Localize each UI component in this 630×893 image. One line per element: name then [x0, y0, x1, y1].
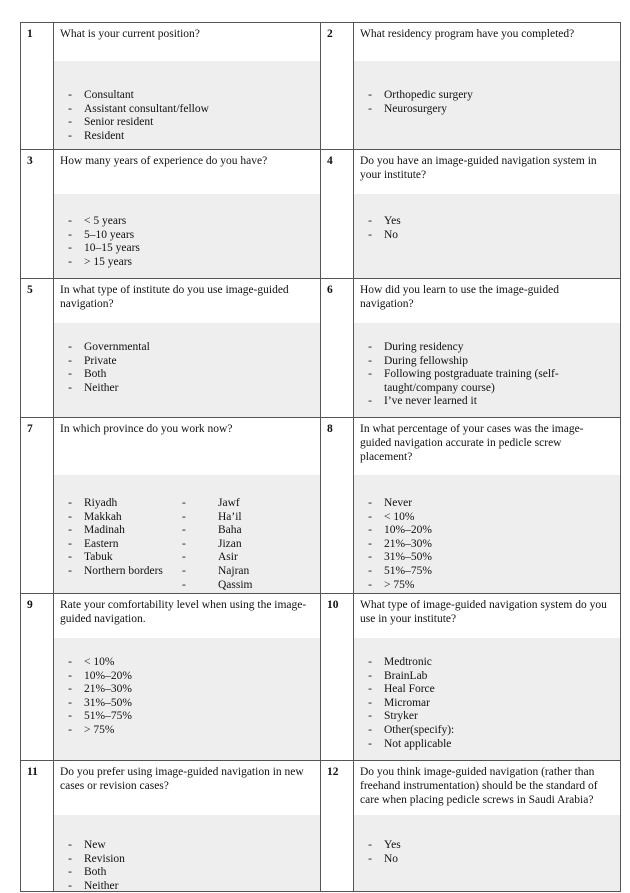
option-item	[182, 497, 259, 511]
option-label: I’ve never learned it	[384, 395, 477, 408]
option-item	[354, 656, 620, 670]
option-item	[354, 579, 620, 593]
options-list	[354, 815, 620, 891]
option-item	[54, 538, 182, 552]
option-bullet: -	[68, 696, 72, 709]
option-label: During fellowship	[384, 354, 469, 367]
question-cell	[354, 279, 621, 418]
option-bullet: -	[368, 578, 372, 591]
option-bullet: -	[368, 696, 372, 709]
option-label: Jawf	[218, 497, 240, 509]
option-label: > 75%	[384, 578, 415, 591]
question-text: How did you learn to use the image-guided navigation?	[360, 284, 559, 310]
option-item	[354, 683, 620, 697]
question-number: 10	[321, 594, 354, 761]
option-item	[354, 853, 620, 867]
option-label: Neither	[84, 381, 119, 394]
option-label: Both	[84, 368, 107, 381]
option-bullet: -	[68, 656, 72, 668]
option-label: Orthopedic surgery	[384, 89, 473, 101]
option-item	[54, 839, 320, 853]
option-bullet: -	[68, 510, 72, 523]
question-text: In which province do you work now?	[60, 423, 233, 435]
option-bullet: -	[368, 537, 372, 550]
option-label: Neurosurgery	[384, 102, 448, 115]
option-label: < 5 years	[84, 215, 127, 227]
option-label: Private	[84, 354, 117, 367]
question-number: 2	[321, 23, 354, 150]
question-number: 8	[321, 418, 354, 594]
options-column	[182, 497, 259, 592]
option-label: Consultant	[84, 89, 134, 101]
options-list	[54, 323, 320, 417]
option-bullet: -	[368, 564, 372, 577]
options-list	[354, 638, 620, 760]
option-item	[54, 130, 320, 144]
option-bullet: -	[68, 242, 72, 255]
option-item	[354, 89, 620, 103]
option-item	[54, 710, 320, 724]
option-label: No	[384, 228, 399, 241]
option-bullet: -	[68, 564, 72, 577]
question-text: What type of image-guided navigation system do you use in your institute?	[360, 599, 607, 625]
question-cell	[354, 761, 621, 892]
option-bullet: -	[368, 852, 372, 865]
option-label: Tabuk	[84, 551, 113, 564]
option-label: < 10%	[84, 656, 115, 668]
option-item	[54, 683, 320, 697]
option-item	[182, 551, 259, 565]
option-item	[354, 538, 620, 552]
option-label: New	[84, 839, 106, 851]
option-item	[54, 215, 320, 229]
option-bullet: -	[182, 537, 186, 550]
option-label: 31%–50%	[384, 551, 432, 564]
question-number: 7	[21, 418, 54, 594]
options-list	[54, 475, 320, 593]
option-label: Micromar	[384, 696, 430, 709]
option-label: Heal Force	[384, 683, 435, 696]
option-item	[182, 579, 259, 593]
option-bullet: -	[368, 102, 372, 115]
option-label: 51%–75%	[384, 564, 432, 577]
options-spacer	[354, 644, 620, 656]
option-label: Stryker	[384, 710, 418, 723]
option-bullet: -	[182, 578, 186, 591]
option-label: 10%–20%	[84, 669, 132, 682]
option-label: < 10%	[384, 510, 415, 523]
option-item	[54, 103, 320, 117]
option-bullet: -	[182, 564, 186, 577]
option-bullet: -	[368, 89, 372, 101]
option-bullet: -	[368, 524, 372, 537]
options-list	[354, 61, 620, 149]
option-bullet: -	[368, 683, 372, 696]
question-cell	[354, 418, 621, 594]
option-item	[354, 355, 620, 369]
option-label: BrainLab	[384, 669, 428, 682]
option-item	[354, 670, 620, 684]
option-item	[54, 242, 320, 256]
question-row	[21, 150, 621, 279]
option-bullet: -	[368, 354, 372, 367]
question-number: 9	[21, 594, 54, 761]
question-row	[21, 594, 621, 761]
options-spacer	[354, 481, 620, 497]
option-label: 10%–20%	[384, 524, 432, 537]
options-spacer	[354, 67, 620, 89]
option-item	[54, 89, 320, 103]
option-bullet: -	[68, 102, 72, 115]
option-label: Ha’il	[218, 510, 242, 523]
question-cell	[54, 279, 321, 418]
option-item	[54, 368, 320, 382]
question-cell	[354, 150, 621, 279]
option-label: Never	[384, 497, 413, 509]
option-label: Asir	[218, 551, 238, 564]
option-item	[54, 866, 320, 880]
options-spacer	[54, 481, 320, 497]
option-bullet: -	[182, 551, 186, 564]
option-bullet: -	[182, 510, 186, 523]
option-bullet: -	[368, 723, 372, 736]
options-spacer	[54, 644, 320, 656]
option-item	[354, 839, 620, 853]
option-bullet: -	[368, 839, 372, 851]
option-label: 21%–30%	[384, 537, 432, 550]
options-list	[354, 323, 620, 417]
option-label: Riyadh	[84, 497, 118, 509]
option-bullet: -	[68, 116, 72, 129]
option-bullet: -	[68, 381, 72, 394]
option-bullet: -	[368, 656, 372, 668]
option-item	[354, 710, 620, 724]
question-text: How many years of experience do you have?	[60, 155, 268, 167]
option-item	[54, 355, 320, 369]
option-bullet: -	[68, 551, 72, 564]
option-item	[54, 551, 182, 565]
option-item	[54, 341, 320, 355]
option-item	[354, 511, 620, 525]
option-item	[354, 697, 620, 711]
question-text: What residency program have you completed?	[360, 28, 575, 40]
question-number: 1	[21, 23, 54, 150]
option-bullet: -	[68, 852, 72, 865]
option-bullet: -	[68, 354, 72, 367]
question-cell	[354, 23, 621, 150]
question-cell	[54, 594, 321, 761]
option-bullet: -	[68, 89, 72, 101]
option-bullet: -	[368, 228, 372, 241]
option-bullet: -	[182, 524, 186, 537]
option-label: 5–10 years	[84, 228, 135, 241]
option-item	[354, 524, 620, 538]
option-label: Yes	[384, 215, 401, 227]
options-column	[54, 497, 182, 592]
option-label: Neither	[84, 879, 119, 892]
option-item	[182, 565, 259, 579]
option-label: 31%–50%	[84, 696, 132, 709]
question-cell	[54, 761, 321, 892]
option-item	[354, 368, 620, 395]
option-bullet: -	[68, 524, 72, 537]
option-item	[354, 229, 620, 243]
option-label: Madinah	[84, 524, 125, 537]
question-number: 11	[21, 761, 54, 892]
option-item	[354, 497, 620, 511]
option-label: Not applicable	[384, 737, 452, 750]
option-bullet: -	[182, 497, 186, 509]
option-item	[54, 382, 320, 396]
option-item	[54, 697, 320, 711]
option-item	[54, 656, 320, 670]
question-text: Rate your comfortability level when using the image-guided navigation.	[60, 599, 307, 625]
question-cell	[54, 23, 321, 150]
options-spacer	[54, 821, 320, 839]
option-item	[54, 724, 320, 738]
option-bullet: -	[368, 551, 372, 564]
option-bullet: -	[368, 510, 372, 523]
option-item	[54, 116, 320, 130]
option-label: Northern borders	[84, 564, 163, 577]
question-number: 4	[321, 150, 354, 279]
option-label: Medtronic	[384, 656, 432, 668]
option-label: > 75%	[84, 723, 115, 736]
options-spacer	[54, 200, 320, 215]
option-bullet: -	[68, 683, 72, 696]
question-number: 12	[321, 761, 354, 892]
option-item	[54, 565, 182, 579]
option-bullet: -	[68, 341, 72, 353]
option-label: 51%–75%	[84, 710, 132, 723]
option-item	[54, 670, 320, 684]
option-bullet: -	[368, 341, 372, 353]
option-label: 21%–30%	[84, 683, 132, 696]
survey-table	[20, 22, 621, 892]
option-label: No	[384, 852, 399, 865]
option-label: Resident	[84, 129, 125, 142]
option-bullet: -	[68, 839, 72, 851]
option-label: Revision	[84, 852, 125, 865]
option-item	[54, 853, 320, 867]
option-label: Jizan	[218, 537, 242, 550]
question-row	[21, 761, 621, 892]
option-bullet: -	[368, 215, 372, 227]
question-row	[21, 23, 621, 150]
option-label: Governmental	[84, 341, 150, 353]
options-spacer	[354, 200, 620, 215]
option-item	[54, 256, 320, 270]
option-label: Yes	[384, 839, 401, 851]
option-bullet: -	[368, 497, 372, 509]
options-list	[54, 61, 320, 149]
option-label: > 15 years	[84, 255, 132, 268]
option-bullet: -	[68, 723, 72, 736]
options-spacer	[354, 821, 620, 839]
option-bullet: -	[368, 669, 372, 682]
option-label: Eastern	[84, 537, 119, 550]
question-cell	[354, 594, 621, 761]
option-label: Qassim	[218, 578, 253, 591]
question-text: In what percentage of your cases was the image-guided navigation accurate in pedicle screw placement?	[360, 423, 584, 463]
option-item	[54, 229, 320, 243]
question-text: Do you think image-guided navigation (rather than freehand instrumentation) should be the standard of care when placing pedicle screws in Saudi Arabia?	[360, 766, 598, 806]
option-item	[354, 551, 620, 565]
option-label: 10–15 years	[84, 242, 140, 255]
option-item	[182, 538, 259, 552]
option-bullet: -	[68, 710, 72, 723]
option-label: Other(specify):	[384, 723, 455, 736]
question-number: 5	[21, 279, 54, 418]
option-item	[182, 511, 259, 525]
option-item	[354, 738, 620, 752]
option-label: Baha	[218, 524, 242, 537]
options-list	[354, 475, 620, 593]
question-text: Do you have an image-guided navigation system in your institute?	[360, 155, 597, 181]
option-label: Najran	[218, 564, 250, 577]
option-label: Makkah	[84, 510, 122, 523]
option-bullet: -	[68, 879, 72, 892]
option-bullet: -	[368, 737, 372, 750]
option-item	[354, 565, 620, 579]
question-cell	[54, 418, 321, 594]
option-item	[182, 524, 259, 538]
question-row	[21, 279, 621, 418]
option-label: Senior resident	[84, 116, 154, 129]
option-bullet: -	[68, 129, 72, 142]
options-spacer	[54, 329, 320, 341]
option-bullet: -	[68, 669, 72, 682]
option-bullet: -	[68, 866, 72, 879]
option-label: Following postgraduate training (self-taught/company course)	[384, 368, 559, 394]
option-bullet: -	[68, 537, 72, 550]
option-bullet: -	[368, 710, 372, 723]
option-label: Both	[84, 866, 107, 879]
option-item	[354, 724, 620, 738]
option-bullet: -	[68, 228, 72, 241]
options-spacer	[354, 329, 620, 341]
option-item	[354, 395, 620, 409]
option-item	[354, 215, 620, 229]
option-item	[54, 524, 182, 538]
question-text: Do you prefer using image-guided navigation in new cases or revision cases?	[60, 766, 304, 792]
option-item	[54, 511, 182, 525]
options-list	[54, 194, 320, 278]
question-row	[21, 418, 621, 594]
option-item	[54, 880, 320, 893]
option-item	[354, 341, 620, 355]
option-label: During residency	[384, 341, 464, 353]
option-item	[54, 497, 182, 511]
option-bullet: -	[68, 368, 72, 381]
options-columns	[54, 497, 320, 592]
option-bullet: -	[68, 497, 72, 509]
question-text: In what type of institute do you use image-guided navigation?	[60, 284, 289, 310]
options-list	[54, 815, 320, 891]
option-item	[354, 103, 620, 117]
option-bullet: -	[368, 395, 372, 408]
option-bullet: -	[68, 255, 72, 268]
option-bullet: -	[368, 368, 372, 381]
option-bullet: -	[68, 215, 72, 227]
question-number: 3	[21, 150, 54, 279]
option-label: Assistant consultant/fellow	[84, 102, 209, 115]
question-cell	[54, 150, 321, 279]
options-spacer	[54, 67, 320, 89]
question-number: 6	[321, 279, 354, 418]
question-text: What is your current position?	[60, 28, 200, 40]
options-list	[54, 638, 320, 760]
options-list	[354, 194, 620, 278]
